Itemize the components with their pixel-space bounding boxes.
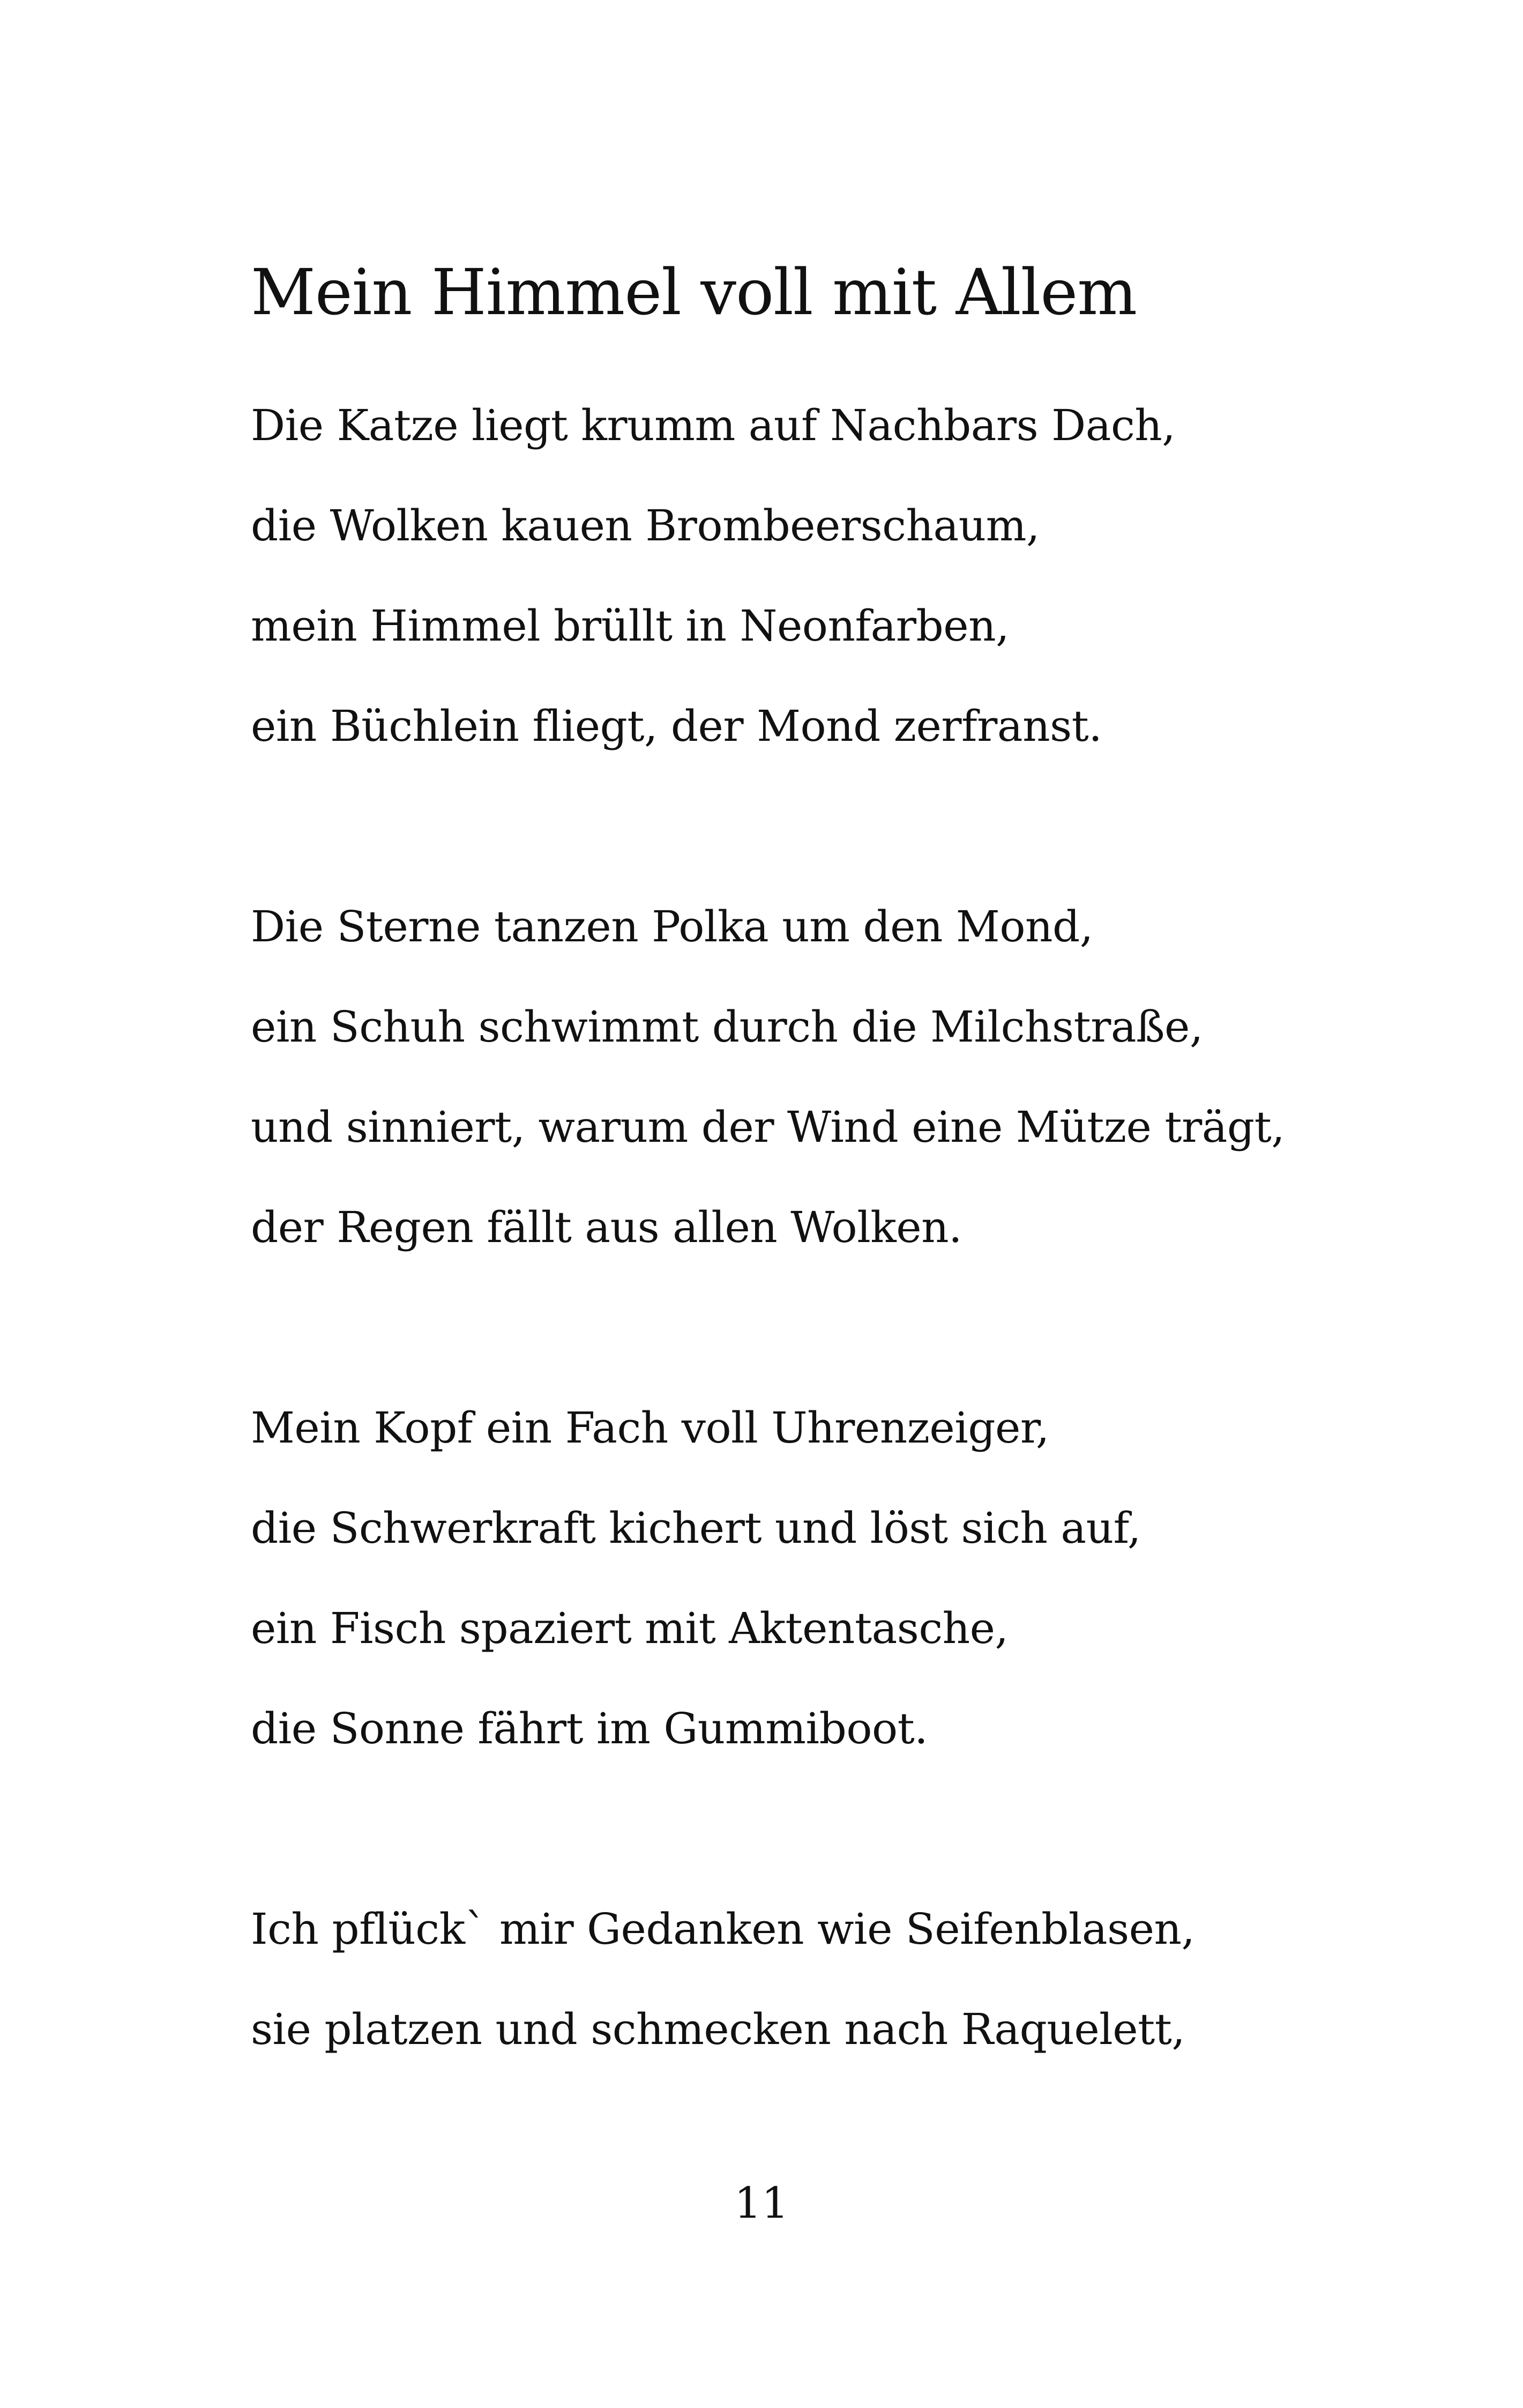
poem-line: Ich pflück` mir Gedanken wie Seifenblasen, (251, 1904, 1195, 1954)
poem-body (251, 375, 1376, 2079)
poem-line: und sinniert, warum der Wind eine Mütze trägt, (251, 1102, 1285, 1152)
page-number: 11 (734, 2178, 789, 2228)
stanza-2 (251, 876, 1376, 1277)
poem-line: Mein Kopf ein Fach voll Uhrenzeiger, (251, 1403, 1049, 1453)
stanza-1 (251, 375, 1376, 776)
poem-line: mein Himmel brüllt in Neonfarben, (251, 601, 1010, 651)
poem-line: ein Büchlein fliegt, der Mond zerfranst. (251, 701, 1102, 751)
poem-line: Die Sterne tanzen Polka um den Mond, (251, 902, 1093, 952)
poem-line: die Schwerkraft kichert und löst sich auf, (251, 1503, 1141, 1553)
stanza-3 (251, 1378, 1376, 1779)
poem-line: die Sonne fährt im Gummiboot. (251, 1704, 928, 1753)
poem-line: sie platzen und schmecken nach Raquelett, (251, 2004, 1185, 2054)
poem-line: ein Fisch spaziert mit Aktentasche, (251, 1603, 1009, 1653)
poem-line: ein Schuh schwimmt durch die Milchstraße, (251, 1002, 1203, 1052)
stanza-4 (251, 1879, 1376, 2079)
poem-line: Die Katze liegt krumm auf Nachbars Dach, (251, 400, 1176, 450)
poem-line: der Regen fällt aus allen Wolken. (251, 1202, 962, 1252)
poem-title: Mein Himmel voll mit Allem (251, 255, 1137, 329)
poem-line: die Wolken kauen Brombeerschaum, (251, 501, 1040, 551)
